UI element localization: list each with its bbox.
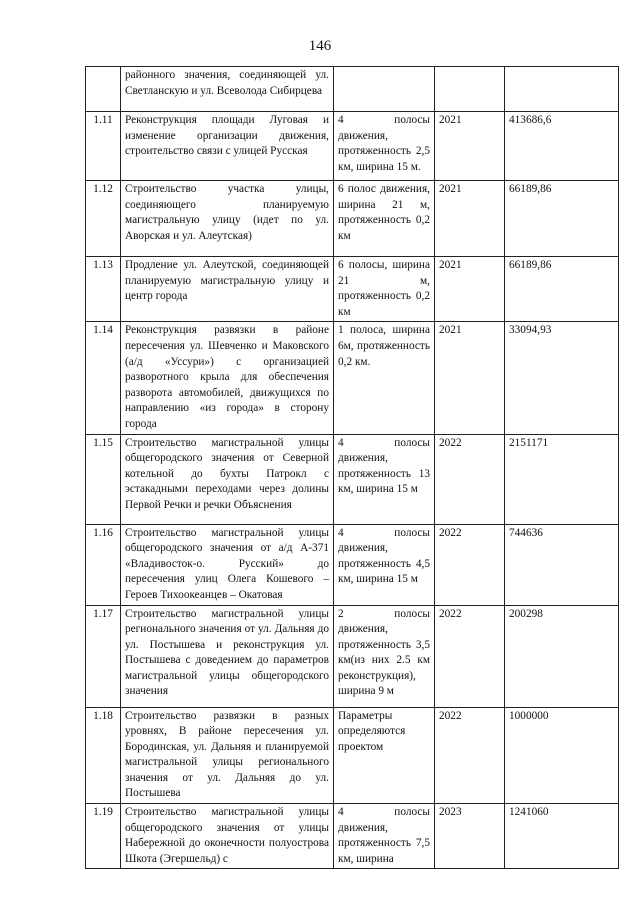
project-name: районного значения, соединяющей ул. Светланскую и ул. Всеволода Сибирцева [121,67,334,112]
project-cost: 1000000 [505,707,619,804]
project-parameters: 1 полоса, ширина 6м, протяженность 0,2 км. [334,322,435,434]
row-number: 1.19 [86,804,121,869]
project-parameters: Параметры определяются проектом [334,707,435,804]
table-row [86,181,619,257]
project-cost: 413686,6 [505,112,619,181]
project-name: Строительство магистральной улицы общегородского значения от а/д А-371 «Владивосток-о. Русский» до пересечения улиц Олега Кошевого – Героев Тихоокеанцев – Окатовая [121,524,334,605]
project-name: Строительство участка улицы, соединяющего планируемую магистральную улицу (идет по ул. Аворская и ул. Алеутская) [121,181,334,257]
project-parameters: 6 полос движения, ширина 21 м, протяженность 0,2 км [334,181,435,257]
row-number [86,67,121,112]
row-number: 1.14 [86,322,121,434]
row-number: 1.13 [86,257,121,322]
row-number: 1.12 [86,181,121,257]
road-construction-table [85,66,619,869]
table-row [86,605,619,707]
project-parameters [334,67,435,112]
project-year: 2022 [435,605,505,707]
row-number: 1.15 [86,434,121,524]
table-row [86,804,619,869]
project-name: Строительство магистральной улицы общегородского значения от улицы Набережной до оконечности полуострова Шкота (Эгершельд) с [121,804,334,869]
project-year [435,67,505,112]
table-row [86,524,619,605]
project-year: 2021 [435,112,505,181]
project-name: Реконструкция развязки в районе пересечения ул. Шевченко и Маковского (а/д «Уссури») с организацией разворотного крыла для обеспечения разворота автомобилей, движущихся по направлению «из города» в сторону города [121,322,334,434]
row-number: 1.11 [86,112,121,181]
project-cost: 1241060 [505,804,619,869]
project-parameters: 4 полосы движения, протяженность 7,5 км, ширина [334,804,435,869]
project-name: Строительство развязки в разных уровнях, В районе пересечения ул. Бородинская, ул. Дальняя и планируемой магистральной улицы регионального значения от ул. Дальняя до ул. Постышева [121,707,334,804]
table-row [86,112,619,181]
row-number: 1.18 [86,707,121,804]
project-year: 2021 [435,322,505,434]
project-year: 2021 [435,257,505,322]
project-cost: 33094,93 [505,322,619,434]
table-row [86,707,619,804]
project-name: Реконструкция площади Луговая и изменение организации движения, строительство связи с улицей Русская [121,112,334,181]
project-cost: 66189,86 [505,181,619,257]
project-cost: 200298 [505,605,619,707]
project-cost: 66189,86 [505,257,619,322]
table-row [86,434,619,524]
project-parameters: 4 полосы движения, протяженность 4,5 км, ширина 15 м [334,524,435,605]
project-year: 2022 [435,434,505,524]
project-name: Строительство магистральной улицы регионального значения от ул. Дальняя до ул. Постышева и реконструкция ул. Постышева с доведением до параметров магистральной улицы общегородского значения [121,605,334,707]
project-parameters: 2 полосы движения, протяженность 3,5 км(из них 2.5 км реконструкция), ширина 9 м [334,605,435,707]
row-number: 1.16 [86,524,121,605]
project-cost: 2151171 [505,434,619,524]
table-row [86,257,619,322]
project-cost [505,67,619,112]
table-row [86,322,619,434]
table-row [86,67,619,112]
project-year: 2022 [435,707,505,804]
project-parameters: 4 полосы движения, протяженность 13 км, ширина 15 м [334,434,435,524]
project-year: 2021 [435,181,505,257]
project-parameters: 6 полосы, ширина 21 м, протяженность 0,2 км [334,257,435,322]
project-year: 2023 [435,804,505,869]
project-year: 2022 [435,524,505,605]
project-name: Строительство магистральной улицы общегородского значения от Северной котельной до бухты Патрокл с эстакадными переходами через долины Первой Речки и речки Объяснения [121,434,334,524]
project-parameters: 4 полосы движения, протяженность 2,5 км, ширина 15 м. [334,112,435,181]
project-name: Продление ул. Алеутской, соединяющей планируемую магистральную улицу и центр города [121,257,334,322]
page-number: 146 [308,38,332,54]
row-number: 1.17 [86,605,121,707]
project-cost: 744636 [505,524,619,605]
